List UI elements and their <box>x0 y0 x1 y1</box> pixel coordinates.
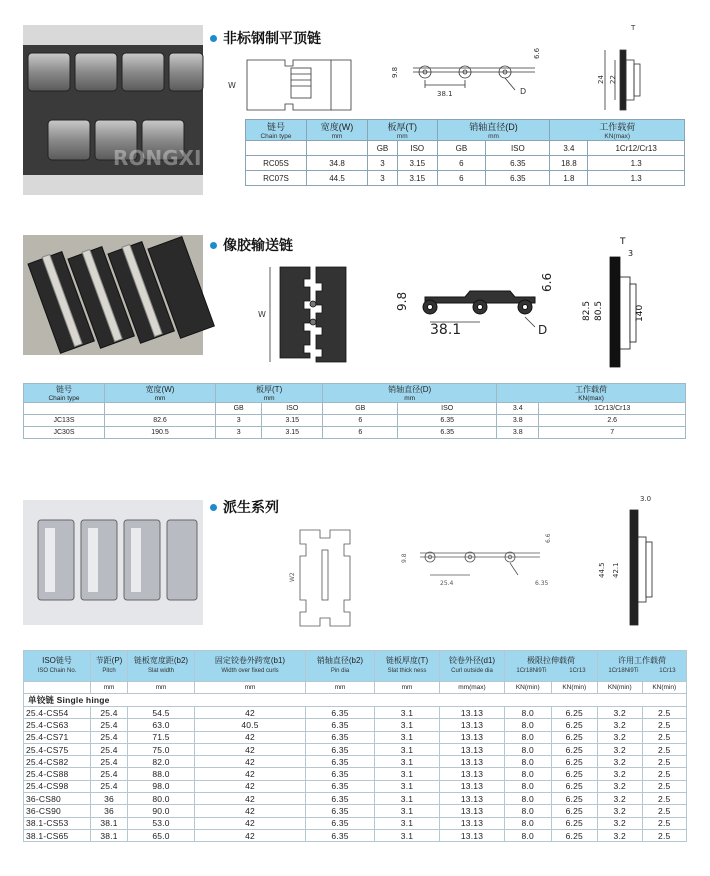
table-cell: 40.5 <box>195 719 306 731</box>
table-cell: 8.0 <box>505 743 552 755</box>
s1-end-view <box>565 20 655 125</box>
table-cell: 25.4-CS75 <box>24 743 91 755</box>
s2-dim-b: 80.5 <box>594 300 604 321</box>
table-cell: 2.5 <box>642 719 687 731</box>
s1-side-view <box>385 40 555 110</box>
table-cell: 13.13 <box>440 780 505 792</box>
table-cell: 42 <box>195 743 306 755</box>
s3-top-view <box>270 520 380 630</box>
table-cell: 2.5 <box>642 829 687 841</box>
table-cell: 13.13 <box>440 829 505 841</box>
table-cell: 8.0 <box>505 756 552 768</box>
table-cell: 3.1 <box>375 780 440 792</box>
table-cell: 6.25 <box>551 707 598 719</box>
s2-dim-h2: 9.8 <box>395 291 409 311</box>
t3-head-slat: 链板宽度距(b2) Slat width <box>128 651 195 682</box>
table-cell: 2.5 <box>642 817 687 829</box>
section-1-title-text: 非标钢制平顶链 <box>223 31 321 47</box>
table-cell: 42 <box>195 829 306 841</box>
table-row <box>24 817 687 829</box>
table-cell: 3.1 <box>375 817 440 829</box>
table-cell: 3.1 <box>375 743 440 755</box>
table-cell: 6.35 <box>306 743 375 755</box>
section-3-title-text: 派生系列 <box>223 500 279 516</box>
t2-head-load: 工作载荷 KN(max) <box>497 384 686 403</box>
table-cell: 6.25 <box>551 805 598 817</box>
t1-head-load: 工作载荷 KN(max) <box>550 120 685 141</box>
table-cell: 3.1 <box>375 805 440 817</box>
table-cell: 3.2 <box>598 756 643 768</box>
table-cell: 6.35 <box>306 793 375 805</box>
t3-head-curl: 铰卷外径(d1) Curl outside dia <box>440 651 505 682</box>
s3-side-view <box>390 527 570 597</box>
table-cell: 13.13 <box>440 805 505 817</box>
table-cell: 6.35 <box>306 719 375 731</box>
table-cell: 2.5 <box>642 707 687 719</box>
table-cell: 3.2 <box>598 768 643 780</box>
t2-head-pin: 销轴直径(D) mm <box>323 384 497 403</box>
table-cell: 25.4-CS88 <box>24 768 91 780</box>
t3-head-curls: 固定铰卷外跨宽(b1) Width over fixed curls <box>195 651 306 682</box>
section-3-title <box>210 497 279 517</box>
s3-dim-h2: 9.8 <box>401 553 408 563</box>
table-cell: 3.2 <box>598 805 643 817</box>
s3-dim-a: 44.5 <box>598 562 606 578</box>
s1-dim-h2: 9.8 <box>391 66 399 78</box>
s2-dim-t: T <box>620 237 626 247</box>
s3-dim-b: 42.1 <box>612 562 620 578</box>
table-1 <box>245 119 685 186</box>
table-cell: 42 <box>195 805 306 817</box>
s1-top-view <box>225 50 375 115</box>
table-cell: 36-CS90 <box>24 805 91 817</box>
table-row: RC05S 34.8 3 3.15 6 6.35 18.8 1.3 <box>246 156 685 171</box>
table-cell: 13.13 <box>440 719 505 731</box>
t3-head-code: ISO链号 ISO Chain No. <box>24 651 91 682</box>
table-cell: 38.1 <box>91 829 128 841</box>
table-cell: 3.1 <box>375 829 440 841</box>
t3-head-pitch: 节距(P) Pitch <box>91 651 128 682</box>
table-row: RC07S 44.5 3 3.15 6 6.35 1.8 1.3 <box>246 171 685 186</box>
table-cell: 3.2 <box>598 731 643 743</box>
table-cell: 6.35 <box>306 805 375 817</box>
table-cell: 63.0 <box>128 719 195 731</box>
table-cell: 6.35 <box>306 780 375 792</box>
table-cell: 13.13 <box>440 817 505 829</box>
table-cell: 3.1 <box>375 707 440 719</box>
t1-head-thick: 板厚(T) mm <box>368 120 438 141</box>
table-cell: 13.13 <box>440 743 505 755</box>
table-cell: 90.0 <box>128 805 195 817</box>
s3-dim-w: W2 <box>289 572 296 582</box>
table-cell: 3.2 <box>598 743 643 755</box>
table-cell: 71.5 <box>128 731 195 743</box>
table-cell: 8.0 <box>505 817 552 829</box>
table-cell: 98.0 <box>128 780 195 792</box>
table-cell: 2.5 <box>642 780 687 792</box>
table-cell: 42 <box>195 756 306 768</box>
table-cell: 25.4 <box>91 756 128 768</box>
table-cell: 36 <box>91 793 128 805</box>
table-cell: 3.1 <box>375 731 440 743</box>
bullet-icon <box>210 35 217 42</box>
t2-head-thick: 板厚(T) mm <box>216 384 323 403</box>
table-cell: 3.2 <box>598 817 643 829</box>
table-cell: 42 <box>195 768 306 780</box>
table-cell: 6.25 <box>551 817 598 829</box>
table-cell: 25.4-CS71 <box>24 731 91 743</box>
table-cell: 80.0 <box>128 793 195 805</box>
table-cell: 13.13 <box>440 756 505 768</box>
table-cell: 25.4 <box>91 707 128 719</box>
table-cell: 25.4 <box>91 743 128 755</box>
table-cell: 3.2 <box>598 707 643 719</box>
table-cell: 6.35 <box>306 707 375 719</box>
table-2 <box>23 383 686 439</box>
table-cell: 36 <box>91 805 128 817</box>
table-cell: 53.0 <box>128 817 195 829</box>
t2-head-width: 宽度(W) mm <box>105 384 216 403</box>
t1-head-width: 宽度(W) mm <box>307 120 368 141</box>
table-row: GB ISO GB ISO 3.4 1Cr12/Cr13 <box>246 141 685 156</box>
table-cell: 13.13 <box>440 731 505 743</box>
s1-dim-d: D <box>520 87 527 96</box>
table-cell: 8.0 <box>505 829 552 841</box>
s3-end-view <box>580 492 670 632</box>
table-cell: 3.2 <box>598 780 643 792</box>
table-cell: 2.5 <box>642 793 687 805</box>
table-cell: 2.5 <box>642 768 687 780</box>
table-cell: 6.25 <box>551 829 598 841</box>
table-row <box>24 768 687 780</box>
section-2-title-text: 像胶输送链 <box>223 238 293 254</box>
steel-chain-image <box>23 25 219 195</box>
table-cell: 6.35 <box>306 829 375 841</box>
table-row <box>24 719 687 731</box>
table-row <box>24 743 687 755</box>
table-cell: 38.1 <box>91 817 128 829</box>
t3-head-thick: 链板厚度(T) Slat thick ness <box>375 651 440 682</box>
table-cell: 6.25 <box>551 756 598 768</box>
table-cell: 6.35 <box>306 731 375 743</box>
table-cell: 25.4 <box>91 768 128 780</box>
table-cell: 6.35 <box>306 768 375 780</box>
table-row <box>24 707 687 719</box>
rubber-chain-photo <box>23 235 203 355</box>
s2-end-view <box>570 232 660 372</box>
s1-dim-b: 22 <box>609 75 617 84</box>
table-cell: 42 <box>195 793 306 805</box>
t3-head-work: 许用工作载荷 1Cr18Ni9Ti 1Cr13 <box>598 651 687 682</box>
t1-head-pin: 销轴直径(D) mm <box>437 120 550 141</box>
table-cell: 8.0 <box>505 793 552 805</box>
watermark: RONGXIN <box>113 146 219 170</box>
derived-chain-image <box>23 500 203 625</box>
table-cell: 38.1-CS53 <box>24 817 91 829</box>
table-cell: 6.35 <box>306 817 375 829</box>
s2-dim-d: D <box>538 323 548 337</box>
table-cell: 25.4-CS82 <box>24 756 91 768</box>
s1-dim-a: 24 <box>597 75 605 84</box>
s2-top-view <box>250 262 370 367</box>
table-cell: 25.4-CS54 <box>24 707 91 719</box>
table-cell: 8.0 <box>505 780 552 792</box>
table-cell: 75.0 <box>128 743 195 755</box>
bullet-icon <box>210 504 217 511</box>
table-cell: 2.5 <box>642 805 687 817</box>
s3-dim-d: 6.35 <box>535 580 549 587</box>
t3-head-pin: 销轴直径(b2) Pin dia <box>306 651 375 682</box>
table-row: JC30S 190.5 3 3.15 6 6.35 3.8 7 <box>24 427 686 439</box>
table-cell: 2.5 <box>642 756 687 768</box>
table-cell: 42 <box>195 817 306 829</box>
s2-side-view <box>385 262 570 342</box>
table-cell: 65.0 <box>128 829 195 841</box>
table-cell: 13.13 <box>440 707 505 719</box>
table-cell: 6.25 <box>551 731 598 743</box>
table-cell: 8.0 <box>505 768 552 780</box>
table-cell: 3.2 <box>598 829 643 841</box>
table-row <box>24 805 687 817</box>
table-cell: 36-CS80 <box>24 793 91 805</box>
table-cell: 6.25 <box>551 743 598 755</box>
table-cell: 25.4 <box>91 780 128 792</box>
table-cell: 6.25 <box>551 768 598 780</box>
table-cell: 8.0 <box>505 719 552 731</box>
table-cell: 6.25 <box>551 780 598 792</box>
s3-dim-t: 3.0 <box>640 495 652 503</box>
derived-chain-photo <box>23 500 203 625</box>
table-row <box>24 731 687 743</box>
table-cell: 3.1 <box>375 768 440 780</box>
table-cell: 42 <box>195 731 306 743</box>
t1-head-code: 链号 Chain type <box>246 120 307 141</box>
table-3: ISO链号 ISO Chain No. 节距(P) Pitch 链板宽度距(b2) Slat width 固定铰卷外跨宽(b1) Width over fixed curls 销轴直径(b2) Pin dia 链板厚度(T) Slat thick ness 铰卷外径(d1) Curl outside dia 极限拉伸载荷 1Cr18Ni9Ti 1Cr13 许用工作载荷 1Cr18Ni9Ti 1Cr13 mm mm mm mm mm mm(max) KN(min) KN(min) KN(min) KN(min) 单铰链 Single hinge 25.4-CS54 25.4 54.5 42 6.35 3.1 13.13 8.0 6.25 3.2 2.5 25.4-CS63 25.4 63.0 40.5 6.35 3.1 13.13 8.0 6.25 3.2 2.5 25.4-CS71 25.4 71.5 42 6.35 3.1 13.13 8.0 6.25 3.2 2.5 25.4-CS75 25.4 75.0 42 6.35 3.1 13.13 8.0 6.25 3.2 2.5 25.4-CS82 25.4 82.0 42 6.35 3.1 13.13 8.0 6.25 3.2 2.5 25.4-CS88 25.4 88.0 42 6.35 3.1 13.13 8.0 6.25 3.2 2.5 25.4-CS98 25.4 98.0 42 6.35 3.1 13.13 8.0 6.25 3.2 2.5 36-CS80 36 80.0 42 6.35 3.1 13.13 8.0 6.25 3.2 2.5 36-CS90 36 90.0 42 6.35 3.1 13.13 8.0 6.25 3.2 2.5 38.1-CS53 38.1 53.0 42 6.35 3.1 13.13 8.0 6.25 3.2 2.5 38.1-CS65 38.1 65.0 42 6.35 3.1 13.13 8.0 6.25 3.2 2.5 <box>23 650 687 842</box>
s2-dim-t3: 3 <box>628 249 634 258</box>
table-cell: 42 <box>195 780 306 792</box>
table-row <box>24 756 687 768</box>
table-row <box>24 780 687 792</box>
table-cell: 82.0 <box>128 756 195 768</box>
table-row: JC13S 82.6 3 3.15 6 6.35 3.8 2.6 <box>24 415 686 427</box>
s3-dim-pitch: 25.4 <box>440 580 454 587</box>
table-cell: 25.4 <box>91 719 128 731</box>
table-row <box>24 829 687 841</box>
table-cell: 3.1 <box>375 719 440 731</box>
s1-dim-h1: 6.6 <box>533 47 541 59</box>
table-cell: 25.4-CS98 <box>24 780 91 792</box>
table-cell: 6.25 <box>551 719 598 731</box>
table-cell: 6.35 <box>306 756 375 768</box>
table-group-row: 单铰链 Single hinge <box>24 694 687 707</box>
table-cell: 2.5 <box>642 731 687 743</box>
section-1-title <box>210 28 321 48</box>
table-cell: 13.13 <box>440 793 505 805</box>
table-cell: 2.5 <box>642 743 687 755</box>
table-cell: 42 <box>195 707 306 719</box>
s3-dim-h1: 6.6 <box>545 533 552 543</box>
table-cell: 25.4 <box>91 731 128 743</box>
table-cell: 13.13 <box>440 768 505 780</box>
s2-dim-c: 140 <box>635 304 645 322</box>
bullet-icon <box>210 242 217 249</box>
table-cell: 25.4-CS63 <box>24 719 91 731</box>
table-cell: 8.0 <box>505 805 552 817</box>
table-cell: 3.2 <box>598 793 643 805</box>
table-cell: 38.1-CS65 <box>24 829 91 841</box>
table-cell: 8.0 <box>505 731 552 743</box>
steel-chain-photo <box>23 25 219 195</box>
t3-head-tensile: 极限拉伸载荷 1Cr18Ni9Ti 1Cr13 <box>505 651 598 682</box>
table-cell: 3.1 <box>375 756 440 768</box>
table-row <box>24 793 687 805</box>
table-cell: 3.1 <box>375 793 440 805</box>
s1-dim-t: T <box>631 24 636 32</box>
table-cell: 8.0 <box>505 707 552 719</box>
t2-head-code: 链号 Chain type <box>24 384 105 403</box>
s2-dim-h1: 6.6 <box>540 272 554 292</box>
table-cell: 6.25 <box>551 793 598 805</box>
table-cell: 3.2 <box>598 719 643 731</box>
table-row: GB ISO GB ISO 3.4 1Cr13/Cr13 <box>24 403 686 415</box>
s2-dim-a: 82.5 <box>582 300 592 321</box>
s1-dim-w: W <box>228 81 236 90</box>
s2-dim-w: W <box>258 310 266 319</box>
table-cell: 88.0 <box>128 768 195 780</box>
section-2-title <box>210 235 293 255</box>
table-cell: 54.5 <box>128 707 195 719</box>
s1-dim-pitch: 38.1 <box>437 90 453 98</box>
rubber-chain-image <box>23 235 203 355</box>
s2-dim-pitch: 38.1 <box>430 322 462 338</box>
